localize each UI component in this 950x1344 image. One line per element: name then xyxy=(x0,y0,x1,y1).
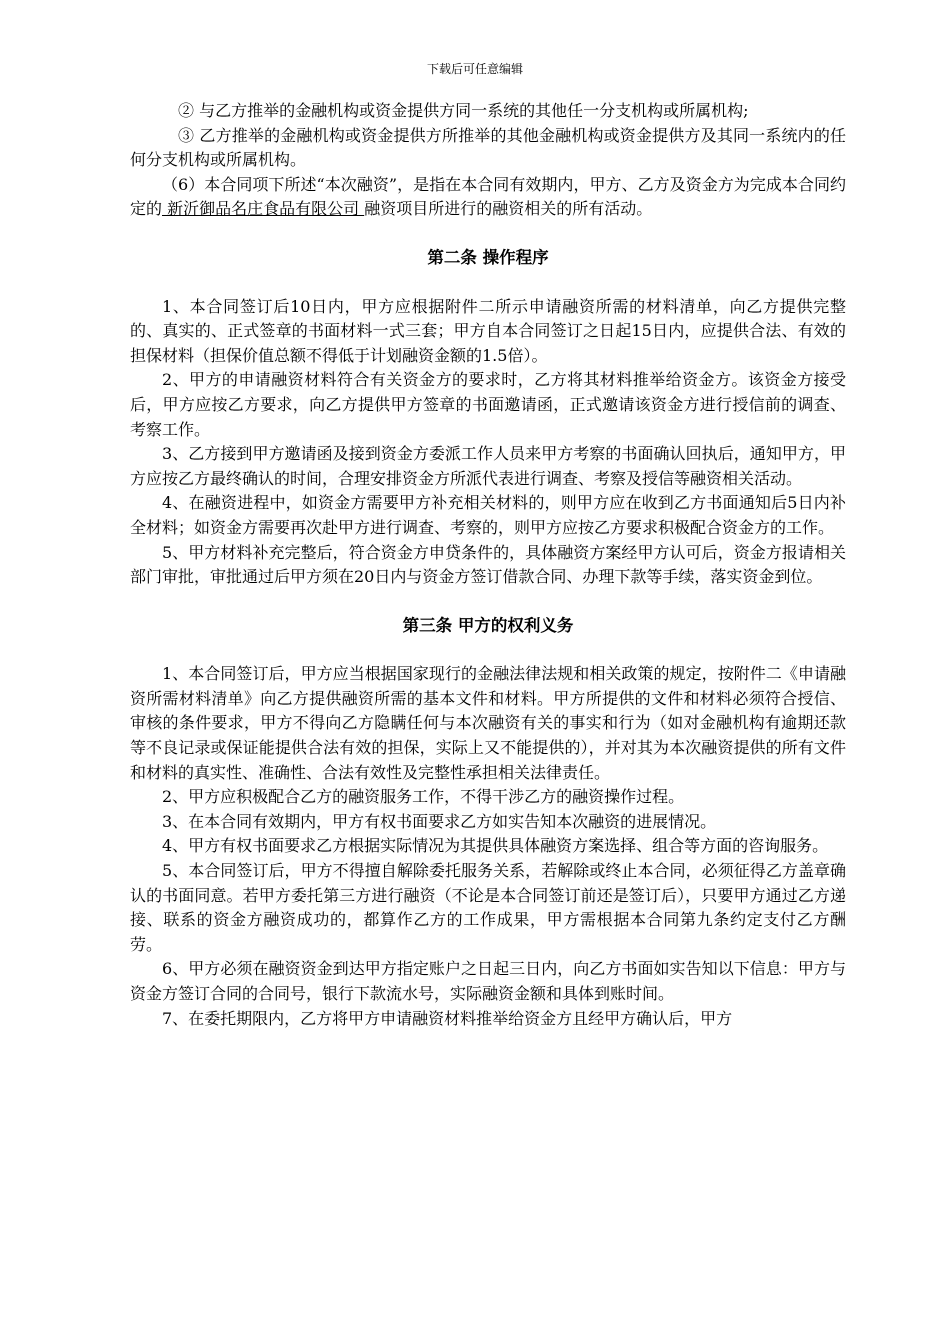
company-name: 新沂御品名庄食品有限公司 xyxy=(162,199,365,219)
clause-6-text-after: 融资项目所进行的融资相关的所有活动。 xyxy=(364,199,653,219)
section-2-paragraph: 5、甲方材料补充完整后，符合资金方申贷条件的，具体融资方案经甲方认可后，资金方报请相关部门审批，审批通过后甲方须在20日内与资金方签订借款合同、办理下款等手续，落实资金到位。 xyxy=(130,542,846,587)
clause-6-paragraph xyxy=(130,173,846,222)
section-3-paragraph: 3、在本合同有效期内，甲方有权书面要求乙方如实告知本次融资的进展情况。 xyxy=(162,811,717,831)
section-3-paragraph: 5、本合同签订后，甲方不得擅自解除委托服务关系，若解除或终止本合同，必须征得乙方盖章确认的书面同意。若甲方委托第三方进行融资（不论是本合同签订前还是签订后），只要甲方通过乙方递接、联系的资金方融资成功的，都算作乙方的工作成果，甲方需根据本合同第九条约定支付乙方酬劳。 xyxy=(130,861,846,954)
section-2-paragraph: 4、在融资进程中，如资金方需要甲方补充相关材料的，则甲方应在收到乙方书面通知后5日内补全材料；如资金方需要再次赴甲方进行调查、考察的，则甲方应按乙方要求积极配合资金方的工作。 xyxy=(130,493,846,537)
section-3-paragraph: 2、甲方应积极配合乙方的融资服务工作，不得干涉乙方的融资操作过程。 xyxy=(162,787,685,807)
section-2-paragraph: 2、甲方的申请融资材料符合有关资金方的要求时，乙方将其材料推举给资金方。该资金方接受后，甲方应按乙方要求，向乙方提供甲方签章的书面邀请函，正式邀请该资金方进行授信前的调查、考察工作。 xyxy=(130,370,846,439)
section-2-title: 第二条 操作程序 xyxy=(427,247,549,267)
section-2-paragraph: 3、乙方接到甲方邀请函及接到资金方委派工作人员来甲方考察的书面确认回执后，通知甲方，甲方应按乙方最终确认的时间，合理安排资金方所派代表进行调查、考察及授信等融资相关活动。 xyxy=(130,444,846,488)
section-3-title: 第三条 甲方的权利义务 xyxy=(402,615,574,635)
section-3-paragraph: 4、甲方有权书面要求乙方根据实际情况为其提供具体融资方案选择、组合等方面的咨询服务。 xyxy=(162,836,829,856)
section-3-paragraph: 6、甲方必须在融资资金到达甲方指定账户之日起三日内，向乙方书面如实告知以下信息：甲方与资金方签订合同的合同号，银行下款流水号，实际融资金额和具体到账时间。 xyxy=(130,959,846,1003)
clause-6-text-before: （6）本合同项下所述“本次融资”，是指在本合同有效期内，甲方、乙方及资金方为完成本合同约定的 xyxy=(130,174,846,219)
clause-item-3: ③ 乙方推举的金融机构或资金提供方所推举的其他金融机构或资金提供方及其同一系统内的任何分支机构或所属机构。 xyxy=(130,125,846,170)
section-3-paragraph: 7、在委托期限内，乙方将甲方申请融资材料推举给资金方且经甲方确认后，甲方 xyxy=(162,1008,733,1028)
page-header: 下载后可任意编辑 xyxy=(426,62,523,76)
clause-item-2: ② 与乙方推举的金融机构或资金提供方同一系统的其他任一分支机构或所属机构; xyxy=(178,101,749,120)
section-3-paragraph: 1、本合同签订后，甲方应当根据国家现行的金融法律法规和相关政策的规定，按附件二《申请融资所需材料清单》向乙方提供融资所需的基本文件和材料。甲方所提供的文件和材料必须符合授信、审核的条件要求，甲方不得向乙方隐瞒任何与本次融资有关的事实和行为（如对金融机构有逾期还款等不良记录或保证能提供合法有效的担保，实际上又不能提供的），并对其为本次融资提供的所有文件和材料的真实性、准确性、合法有效性及完整性承担相关法律责任。 xyxy=(130,664,846,782)
document-body xyxy=(130,99,846,1031)
section-2-paragraph: 1、本合同签订后10日内，甲方应根据附件二所示申请融资所需的材料清单，向乙方提供完整的、真实的、正式签章的书面材料一式三套；甲方自本合同签订之日起15日内，应提供合法、有效的担保材料（担保价值总额不得低于计划融资金额的1.5倍）。 xyxy=(130,296,846,365)
